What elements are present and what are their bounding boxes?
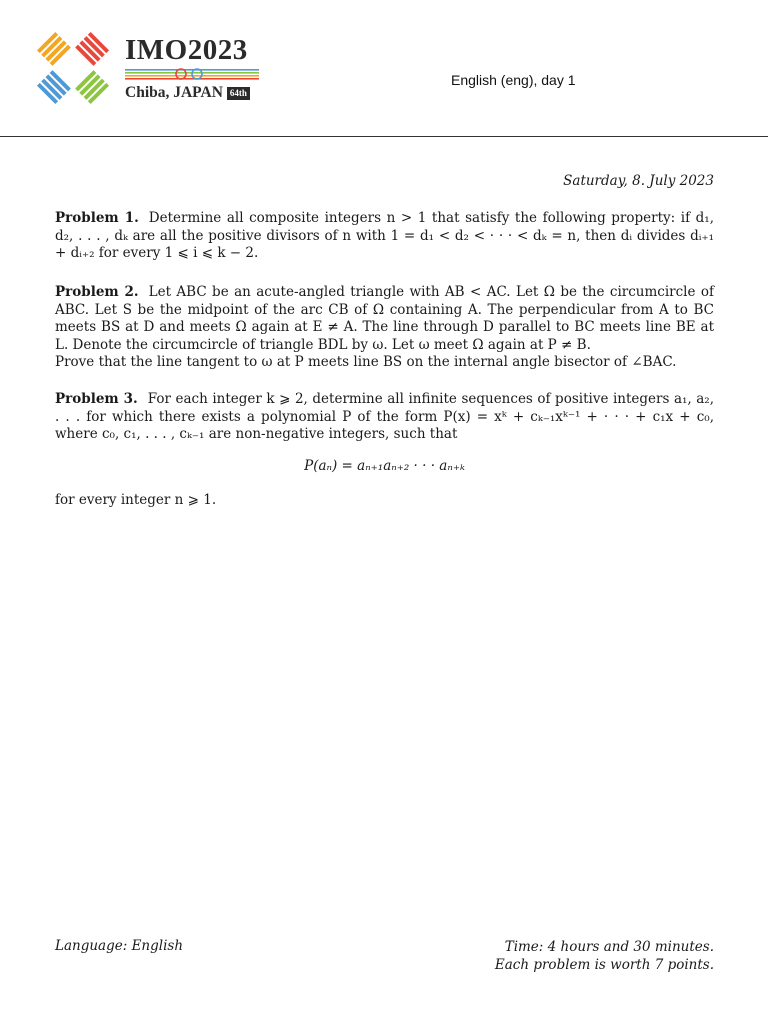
problem-label: Problem 1. bbox=[55, 210, 139, 226]
problem-2 bbox=[55, 284, 714, 372]
problem-text: Determine all composite integers n > 1 that satisfy the following property: if d₁, d₂, . . . , dₖ are all the positive divisors of n with 1 = d₁ < d₂ < · · · < dₖ = n, then dᵢ divides dᵢ₊₁ + dᵢ₊₂ for every 1 ⩽ i ⩽ k − 2. bbox=[55, 210, 714, 262]
brand-location: Chiba, JAPAN bbox=[125, 84, 223, 101]
exam-date: Saturday, 8. July 2023 bbox=[563, 173, 714, 189]
problem-text-continued: Prove that the line tangent to ω at P meets line BS on the internal angle bisector of ∠BAC. bbox=[55, 354, 677, 371]
problem-3-condition: for every integer n ⩾ 1. bbox=[55, 492, 217, 508]
problem-label: Problem 3. bbox=[55, 391, 138, 407]
language-day-label: English (eng), day 1 bbox=[451, 72, 576, 88]
brand-block bbox=[125, 34, 259, 102]
header-divider bbox=[0, 136, 768, 137]
brand-title: IMO2023 bbox=[125, 34, 248, 66]
footer-time: Time: 4 hours and 30 minutes. bbox=[504, 939, 714, 955]
display-equation: P(aₙ) = aₙ₊₁aₙ₊₂ · · · aₙ₊ₖ bbox=[304, 457, 465, 474]
imo-logo-icon bbox=[33, 28, 113, 108]
problem-label: Problem 2. bbox=[55, 284, 139, 300]
edition-badge: 64th bbox=[227, 87, 250, 100]
brand-place bbox=[125, 84, 259, 102]
problem-1 bbox=[55, 210, 714, 263]
problem-text: Let ABC be an acute-angled triangle with AB < AC. Let Ω be the circumcircle of ABC. Let S be the midpoint of the arc CB of Ω containing A. The perpendicular from A to BC meets BS at D and meets Ω again at E ≠ A. The line through D parallel to BC meets line BE at L. Denote the circumcircle of triangle BDL by ω. Let ω meet Ω again at P ≠ B. bbox=[55, 284, 714, 353]
footer-info bbox=[400, 938, 714, 974]
problem-3 bbox=[55, 391, 714, 489]
footer-points: Each problem is worth 7 points. bbox=[494, 957, 714, 973]
page-header bbox=[0, 0, 768, 137]
footer-language: Language: English bbox=[55, 938, 184, 954]
problem-text: For each integer k ⩾ 2, determine all infinite sequences of positive integers a₁, a₂, . . . for which there exists a polynomial P of the form P(x) = xᵏ + cₖ₋₁xᵏ⁻¹ + · · · + c₁x + c₀, where c₀, c₁, . . . , cₖ₋₁ are non-negative integers, such that bbox=[55, 391, 714, 443]
decorative-stripes-icon bbox=[125, 68, 259, 80]
